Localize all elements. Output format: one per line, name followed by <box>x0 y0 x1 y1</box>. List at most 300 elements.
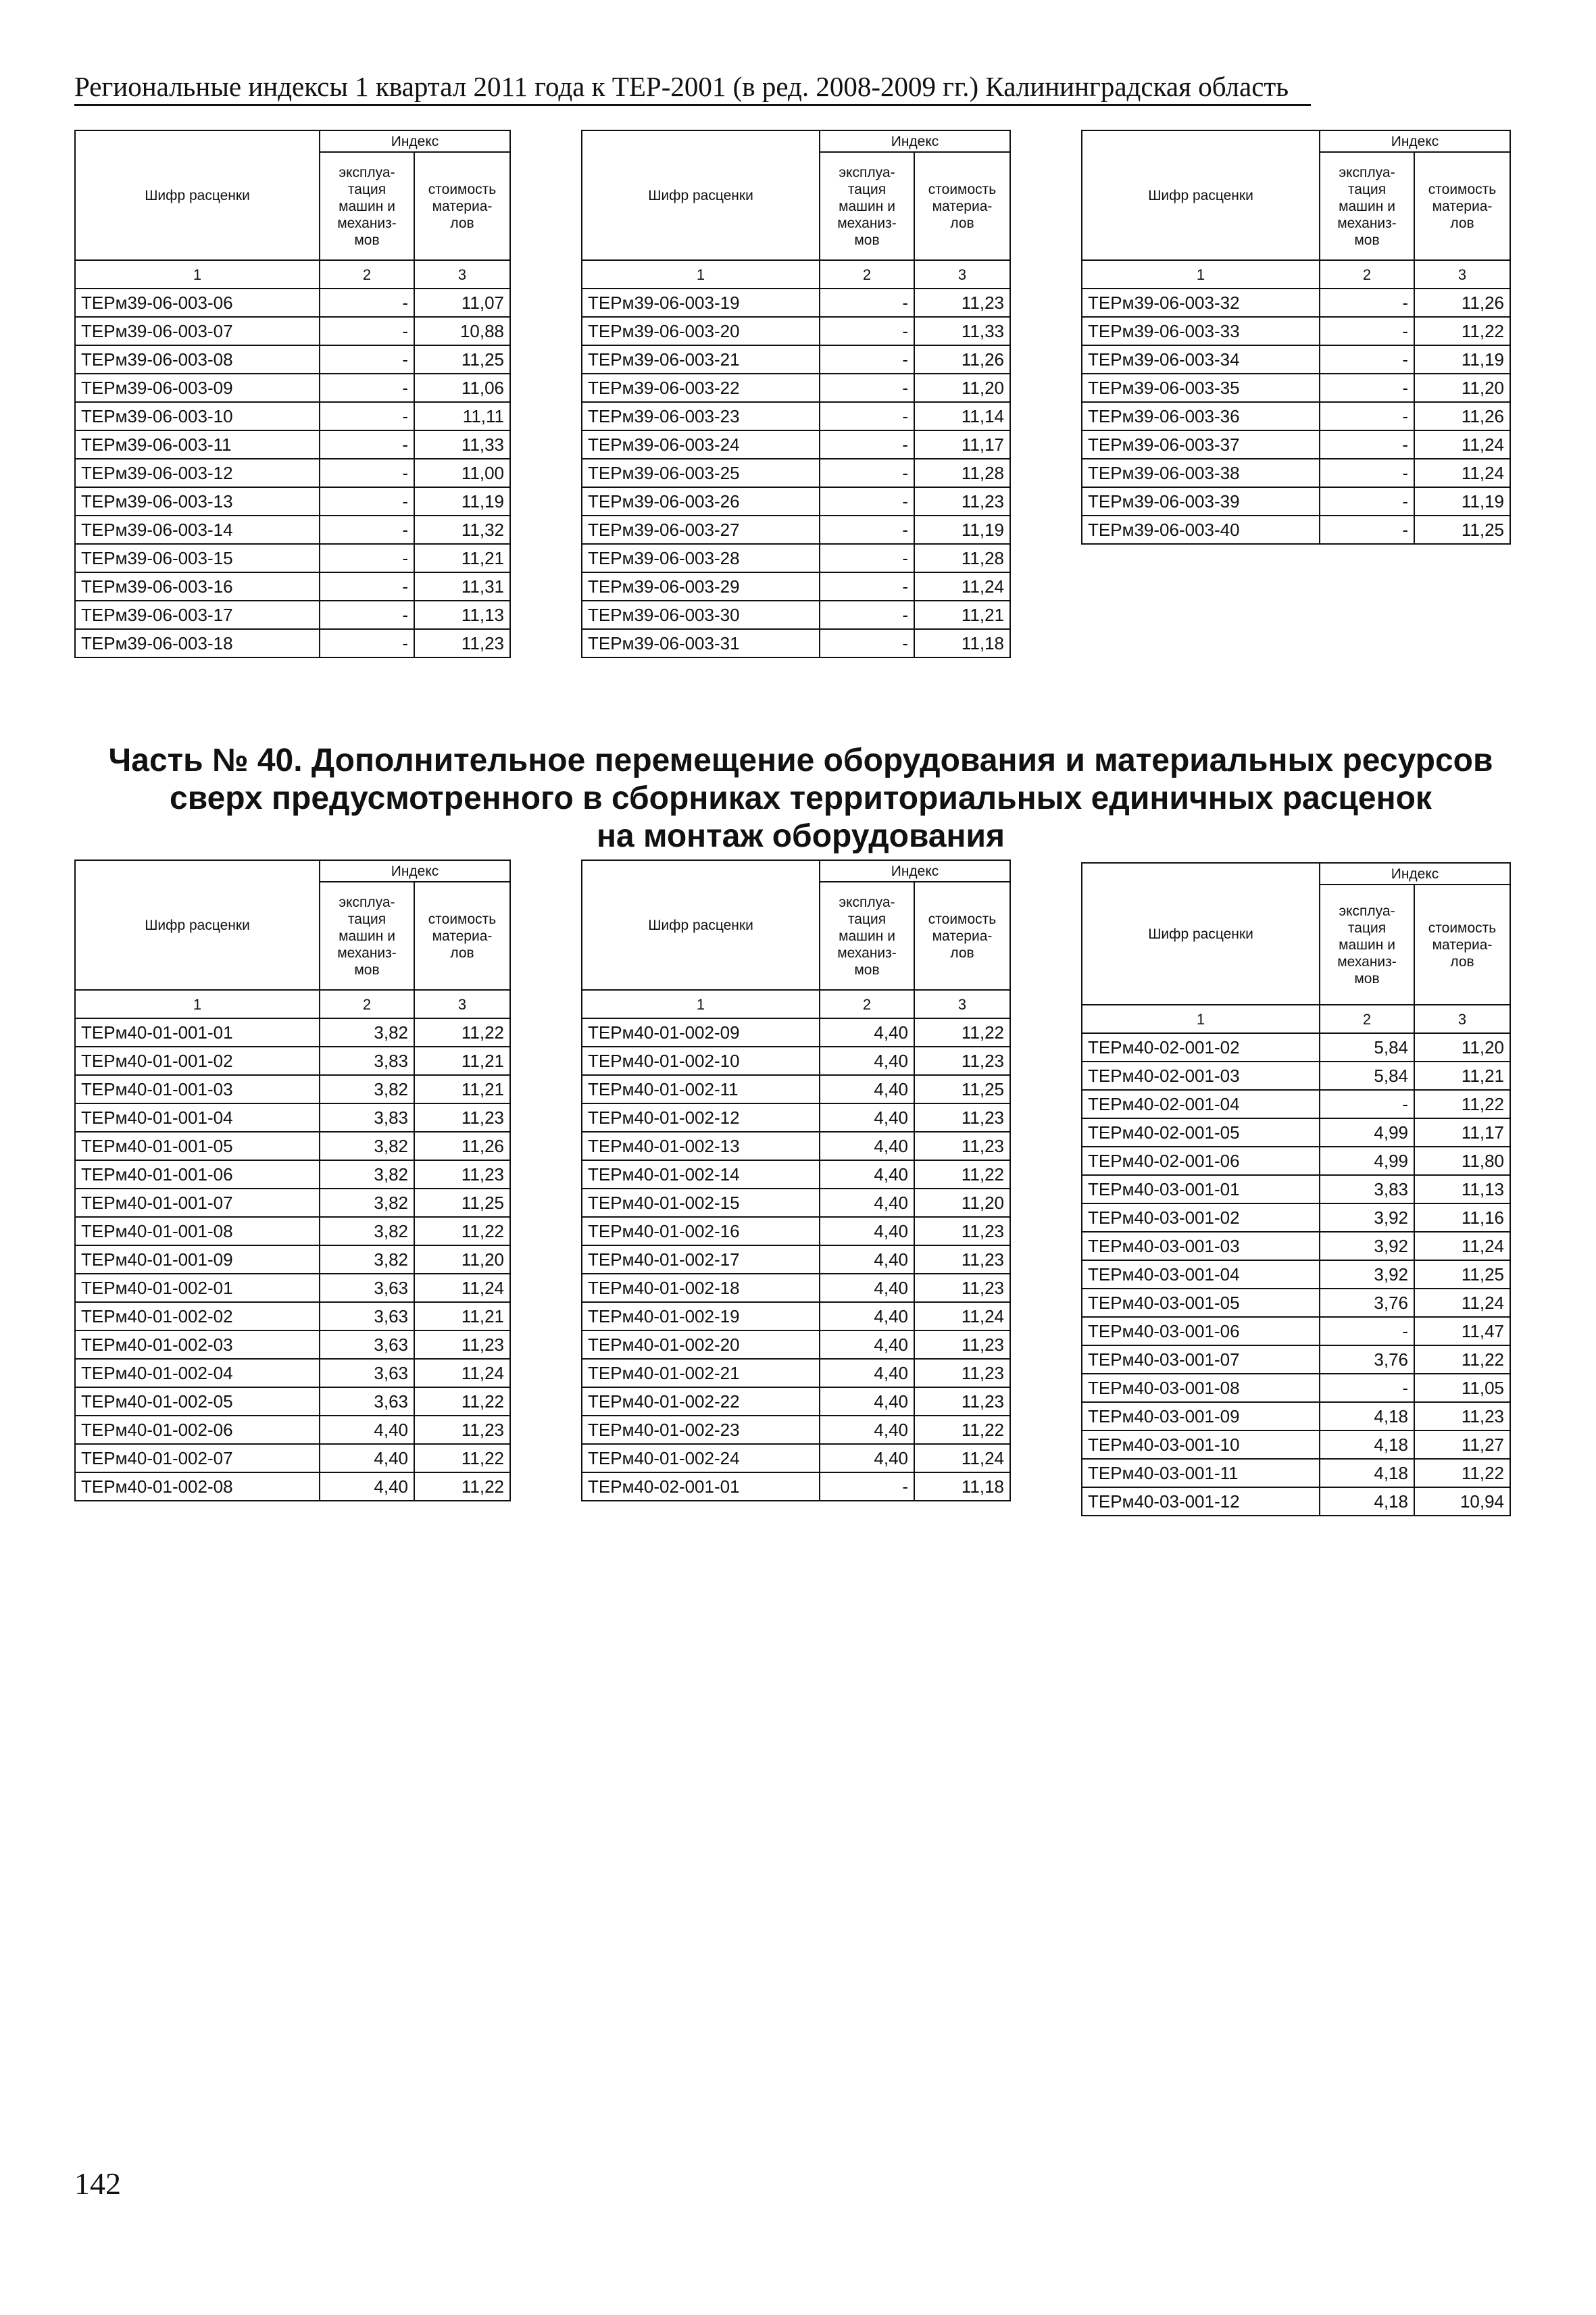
machines-index-cell: 4,40 <box>820 1160 914 1189</box>
machines-index-cell: 4,18 <box>1320 1459 1414 1487</box>
table-row <box>1082 1033 1510 1062</box>
rate-code-cell: ТЕРм40-01-002-23 <box>582 1416 820 1444</box>
rate-code-cell: ТЕРм39-06-003-33 <box>1082 317 1320 345</box>
machines-index-cell: - <box>820 402 914 430</box>
rate-code-cell: ТЕРм39-06-003-34 <box>1082 345 1320 374</box>
machines-index-cell: - <box>1320 459 1414 487</box>
machines-index-cell: 3,82 <box>320 1217 414 1245</box>
machines-index-cell: 3,63 <box>320 1302 414 1330</box>
materials-index-cell: 11,18 <box>914 629 1010 657</box>
table-row <box>1082 345 1510 374</box>
column-header-code: Шифр расценки <box>582 130 820 260</box>
table-row <box>582 1416 1010 1444</box>
machines-index-cell: - <box>320 544 414 572</box>
rate-code-cell: ТЕРм39-06-003-27 <box>582 516 820 544</box>
machines-index-cell: - <box>820 430 914 459</box>
column-number-1: 1 <box>582 260 820 289</box>
rate-code-cell: ТЕРм40-03-001-05 <box>1082 1289 1320 1317</box>
materials-index-cell: 11,18 <box>914 1472 1010 1501</box>
materials-index-cell: 11,23 <box>914 1387 1010 1416</box>
materials-index-cell: 11,00 <box>414 459 510 487</box>
materials-index-cell: 11,21 <box>414 1302 510 1330</box>
column-number-1: 1 <box>1082 1005 1320 1033</box>
machines-index-cell: 4,40 <box>820 1359 914 1387</box>
machines-index-cell: - <box>320 516 414 544</box>
machines-index-cell: 4,40 <box>820 1274 914 1302</box>
machines-index-cell: - <box>1320 487 1414 516</box>
materials-index-cell: 10,94 <box>1414 1487 1510 1516</box>
table-row <box>1082 1487 1510 1516</box>
table-row <box>75 629 510 657</box>
rate-code-cell: ТЕРм39-06-003-31 <box>582 629 820 657</box>
materials-index-cell: 11,31 <box>414 572 510 601</box>
rate-code-cell: ТЕРм39-06-003-11 <box>75 430 320 459</box>
materials-index-cell: 11,21 <box>414 1047 510 1075</box>
machines-index-cell: - <box>1320 1317 1414 1345</box>
rate-code-cell: ТЕРм40-01-001-03 <box>75 1075 320 1103</box>
materials-index-cell: 11,23 <box>414 629 510 657</box>
rate-code-cell: ТЕРм40-01-002-10 <box>582 1047 820 1075</box>
materials-index-cell: 11,23 <box>914 1132 1010 1160</box>
rate-code-cell: ТЕРм40-03-001-08 <box>1082 1374 1320 1402</box>
table-row <box>582 1359 1010 1387</box>
machines-index-cell: 3,83 <box>320 1103 414 1132</box>
machines-index-cell: - <box>1320 289 1414 317</box>
rate-code-cell: ТЕРм40-01-002-18 <box>582 1274 820 1302</box>
table-row <box>1082 516 1510 544</box>
machines-index-cell: - <box>820 345 914 374</box>
machines-index-cell: 3,82 <box>320 1189 414 1217</box>
machines-index-cell: - <box>820 459 914 487</box>
materials-index-cell: 11,25 <box>914 1075 1010 1103</box>
table-row <box>582 1018 1010 1047</box>
rate-code-cell: ТЕРм40-01-002-02 <box>75 1302 320 1330</box>
machines-index-cell: 3,63 <box>320 1359 414 1387</box>
materials-index-cell: 11,22 <box>1414 317 1510 345</box>
rate-code-cell: ТЕРм40-02-001-01 <box>582 1472 820 1501</box>
materials-index-cell: 11,23 <box>914 1245 1010 1274</box>
rate-code-cell: ТЕРм40-01-002-22 <box>582 1387 820 1416</box>
table-row <box>75 459 510 487</box>
rate-code-cell: ТЕРм40-02-001-02 <box>1082 1033 1320 1062</box>
machines-index-cell: - <box>320 487 414 516</box>
table-row <box>75 1132 510 1160</box>
materials-index-cell: 11,24 <box>414 1359 510 1387</box>
column-header-machines: эксплуа- тация машин и механиз- мов <box>820 882 914 990</box>
rate-code-cell: ТЕРм40-01-002-16 <box>582 1217 820 1245</box>
machines-index-cell: 3,82 <box>320 1018 414 1047</box>
table-row <box>582 1189 1010 1217</box>
materials-index-cell: 11,32 <box>414 516 510 544</box>
rate-code-cell: ТЕРм40-01-002-07 <box>75 1444 320 1472</box>
table-row <box>1082 1175 1510 1203</box>
machines-index-cell: - <box>1320 402 1414 430</box>
column-number-3: 3 <box>1414 260 1510 289</box>
machines-index-cell: 3,83 <box>320 1047 414 1075</box>
rate-code-cell: ТЕРм39-06-003-39 <box>1082 487 1320 516</box>
table-row <box>75 487 510 516</box>
machines-index-cell: 4,18 <box>1320 1487 1414 1516</box>
machines-index-cell: - <box>820 516 914 544</box>
machines-index-cell: - <box>1320 1374 1414 1402</box>
materials-index-cell: 11,22 <box>1414 1459 1510 1487</box>
machines-index-cell: 3,82 <box>320 1245 414 1274</box>
materials-index-cell: 11,24 <box>1414 430 1510 459</box>
table-row <box>75 317 510 345</box>
machines-index-cell: 3,76 <box>1320 1289 1414 1317</box>
rate-code-cell: ТЕРм39-06-003-37 <box>1082 430 1320 459</box>
materials-index-cell: 11,23 <box>914 289 1010 317</box>
machines-index-cell: - <box>820 601 914 629</box>
materials-index-cell: 11,47 <box>1414 1317 1510 1345</box>
rate-code-cell: ТЕРм40-01-002-20 <box>582 1330 820 1359</box>
materials-index-cell: 11,20 <box>914 1189 1010 1217</box>
materials-index-cell: 11,22 <box>414 1444 510 1472</box>
rate-code-cell: ТЕРм39-06-003-30 <box>582 601 820 629</box>
rate-code-cell: ТЕРм40-01-001-09 <box>75 1245 320 1274</box>
materials-index-cell: 11,21 <box>914 601 1010 629</box>
machines-index-cell: 4,40 <box>820 1132 914 1160</box>
table-row <box>75 289 510 317</box>
column-header-code: Шифр расценки <box>75 860 320 990</box>
machines-index-cell: 3,63 <box>320 1387 414 1416</box>
table-row <box>1082 430 1510 459</box>
index-table-3 <box>1081 130 1511 545</box>
materials-index-cell: 11,14 <box>914 402 1010 430</box>
materials-index-cell: 11,80 <box>1414 1147 1510 1175</box>
materials-index-cell: 11,23 <box>914 487 1010 516</box>
materials-index-cell: 11,23 <box>914 1103 1010 1132</box>
rate-code-cell: ТЕРм40-03-001-01 <box>1082 1175 1320 1203</box>
machines-index-cell: 4,40 <box>820 1189 914 1217</box>
materials-index-cell: 11,23 <box>914 1274 1010 1302</box>
rate-code-cell: ТЕРм39-06-003-10 <box>75 402 320 430</box>
rate-code-cell: ТЕРм39-06-003-09 <box>75 374 320 402</box>
machines-index-cell: 4,40 <box>320 1416 414 1444</box>
table-row <box>75 1472 510 1501</box>
materials-index-cell: 11,24 <box>914 1302 1010 1330</box>
table-row <box>1082 1317 1510 1345</box>
table-row <box>75 572 510 601</box>
materials-index-cell: 11,20 <box>1414 1033 1510 1062</box>
machines-index-cell: - <box>320 374 414 402</box>
materials-index-cell: 11,19 <box>914 516 1010 544</box>
materials-index-cell: 11,23 <box>1414 1402 1510 1430</box>
table-row <box>1082 1118 1510 1147</box>
materials-index-cell: 11,20 <box>914 374 1010 402</box>
table-row <box>582 629 1010 657</box>
rate-code-cell: ТЕРм39-06-003-32 <box>1082 289 1320 317</box>
rate-code-cell: ТЕРм40-03-001-04 <box>1082 1260 1320 1289</box>
machines-index-cell: - <box>320 402 414 430</box>
machines-index-cell: 3,92 <box>1320 1260 1414 1289</box>
materials-index-cell: 11,23 <box>914 1330 1010 1359</box>
materials-index-cell: 11,28 <box>914 544 1010 572</box>
materials-index-cell: 11,22 <box>414 1387 510 1416</box>
machines-index-cell: - <box>320 629 414 657</box>
table-row <box>75 374 510 402</box>
machines-index-cell: 3,92 <box>1320 1203 1414 1232</box>
table-row <box>1082 1345 1510 1374</box>
rate-code-cell: ТЕРм40-01-002-19 <box>582 1302 820 1330</box>
index-table-6 <box>1081 862 1511 1516</box>
table-row <box>1082 1232 1510 1260</box>
column-number-2: 2 <box>320 260 414 289</box>
table-row <box>582 1103 1010 1132</box>
materials-index-cell: 11,22 <box>914 1416 1010 1444</box>
machines-index-cell: 4,99 <box>1320 1147 1414 1175</box>
table-row <box>582 516 1010 544</box>
column-header-machines: эксплуа- тация машин и механиз- мов <box>820 152 914 260</box>
materials-index-cell: 11,22 <box>414 1217 510 1245</box>
rate-code-cell: ТЕРм40-01-001-04 <box>75 1103 320 1132</box>
rate-code-cell: ТЕРм40-01-002-09 <box>582 1018 820 1047</box>
table-row <box>1082 1203 1510 1232</box>
rate-code-cell: ТЕРм39-06-003-18 <box>75 629 320 657</box>
table-row <box>582 544 1010 572</box>
materials-index-cell: 11,24 <box>914 572 1010 601</box>
table-row <box>582 572 1010 601</box>
rate-code-cell: ТЕРм39-06-003-08 <box>75 345 320 374</box>
rate-code-cell: ТЕРм40-03-001-10 <box>1082 1430 1320 1459</box>
materials-index-cell: 11,26 <box>914 345 1010 374</box>
rate-code-cell: ТЕРм39-06-003-17 <box>75 601 320 629</box>
machines-index-cell: 4,40 <box>820 1302 914 1330</box>
rate-code-cell: ТЕРм40-01-002-06 <box>75 1416 320 1444</box>
rate-code-cell: ТЕРм40-01-001-06 <box>75 1160 320 1189</box>
materials-index-cell: 11,19 <box>1414 345 1510 374</box>
machines-index-cell: 4,40 <box>820 1217 914 1245</box>
rate-code-cell: ТЕРм40-03-001-02 <box>1082 1203 1320 1232</box>
table-row <box>1082 459 1510 487</box>
column-header-materials: стоимость материа- лов <box>414 152 510 260</box>
table-row <box>75 1245 510 1274</box>
machines-index-cell: - <box>820 544 914 572</box>
table-row <box>75 1103 510 1132</box>
machines-index-cell: - <box>320 601 414 629</box>
machines-index-cell: - <box>820 1472 914 1501</box>
materials-index-cell: 11,23 <box>414 1416 510 1444</box>
materials-index-cell: 11,19 <box>414 487 510 516</box>
rate-code-cell: ТЕРм39-06-003-12 <box>75 459 320 487</box>
table-row <box>75 1359 510 1387</box>
rate-code-cell: ТЕРм40-01-001-08 <box>75 1217 320 1245</box>
table-row <box>75 1416 510 1444</box>
materials-index-cell: 11,22 <box>414 1018 510 1047</box>
materials-index-cell: 11,23 <box>914 1359 1010 1387</box>
column-header-code: Шифр расценки <box>1082 130 1320 260</box>
table-row <box>582 402 1010 430</box>
machines-index-cell: 4,40 <box>820 1416 914 1444</box>
rate-code-cell: ТЕРм39-06-003-13 <box>75 487 320 516</box>
table-row <box>75 1330 510 1359</box>
page-number: 142 <box>74 2166 121 2201</box>
materials-index-cell: 11,23 <box>414 1160 510 1189</box>
index-table-2 <box>581 130 1011 658</box>
machines-index-cell: 4,40 <box>820 1075 914 1103</box>
machines-index-cell: - <box>820 374 914 402</box>
materials-index-cell: 11,24 <box>414 1274 510 1302</box>
column-header-machines: эксплуа- тация машин и механиз- мов <box>1320 885 1414 1005</box>
table-row <box>1082 1147 1510 1175</box>
machines-index-cell: 4,40 <box>820 1245 914 1274</box>
column-number-1: 1 <box>75 990 320 1018</box>
machines-index-cell: - <box>1320 516 1414 544</box>
column-header-materials: стоимость материа- лов <box>1414 885 1510 1005</box>
rate-code-cell: ТЕРм40-03-001-12 <box>1082 1487 1320 1516</box>
table-row <box>75 1444 510 1472</box>
rate-code-cell: ТЕРм40-03-001-03 <box>1082 1232 1320 1260</box>
rate-code-cell: ТЕРм40-01-002-08 <box>75 1472 320 1501</box>
table-row <box>75 1047 510 1075</box>
machines-index-cell: 4,40 <box>820 1018 914 1047</box>
table-row <box>582 601 1010 629</box>
column-number-2: 2 <box>1320 1005 1414 1033</box>
table-row <box>1082 402 1510 430</box>
machines-index-cell: 3,63 <box>320 1330 414 1359</box>
materials-index-cell: 10,88 <box>414 317 510 345</box>
machines-index-cell: 4,40 <box>820 1103 914 1132</box>
machines-index-cell: - <box>1320 345 1414 374</box>
machines-index-cell: 5,84 <box>1320 1062 1414 1090</box>
table-row <box>582 1387 1010 1416</box>
column-number-2: 2 <box>820 260 914 289</box>
column-header-index: Индекс <box>320 860 510 882</box>
materials-index-cell: 11,23 <box>914 1047 1010 1075</box>
materials-index-cell: 11,33 <box>914 317 1010 345</box>
materials-index-cell: 11,24 <box>1414 1289 1510 1317</box>
materials-index-cell: 11,17 <box>1414 1118 1510 1147</box>
table-row <box>75 516 510 544</box>
rate-code-cell: ТЕРм39-06-003-06 <box>75 289 320 317</box>
rate-code-cell: ТЕРм39-06-003-07 <box>75 317 320 345</box>
machines-index-cell: 4,99 <box>1320 1118 1414 1147</box>
rate-code-cell: ТЕРм40-01-002-21 <box>582 1359 820 1387</box>
column-header-code: Шифр расценки <box>75 130 320 260</box>
table-row <box>75 544 510 572</box>
section-title-line-2: сверх предусмотренного в сборниках территориальных единичных расценок <box>170 780 1432 816</box>
materials-index-cell: 11,22 <box>414 1472 510 1501</box>
materials-index-cell: 11,22 <box>1414 1090 1510 1118</box>
machines-index-cell: - <box>320 572 414 601</box>
materials-index-cell: 11,26 <box>414 1132 510 1160</box>
materials-index-cell: 11,21 <box>1414 1062 1510 1090</box>
machines-index-cell: 4,40 <box>320 1444 414 1472</box>
materials-index-cell: 11,21 <box>414 1075 510 1103</box>
table-row <box>1082 1459 1510 1487</box>
table-row <box>582 345 1010 374</box>
materials-index-cell: 11,21 <box>414 544 510 572</box>
rate-code-cell: ТЕРм40-01-002-04 <box>75 1359 320 1387</box>
materials-index-cell: 11,20 <box>1414 374 1510 402</box>
materials-index-cell: 11,25 <box>414 345 510 374</box>
machines-index-cell: 4,40 <box>820 1047 914 1075</box>
column-number-3: 3 <box>914 260 1010 289</box>
machines-index-cell: 3,82 <box>320 1132 414 1160</box>
materials-index-cell: 11,23 <box>414 1330 510 1359</box>
rate-code-cell: ТЕРм40-01-002-03 <box>75 1330 320 1359</box>
materials-index-cell: 11,06 <box>414 374 510 402</box>
rate-code-cell: ТЕРм40-01-001-07 <box>75 1189 320 1217</box>
column-header-code: Шифр расценки <box>1082 863 1320 1005</box>
machines-index-cell: 3,92 <box>1320 1232 1414 1260</box>
table-row <box>582 374 1010 402</box>
table-row <box>582 1302 1010 1330</box>
column-number-1: 1 <box>1082 260 1320 289</box>
column-header-materials: стоимость материа- лов <box>914 882 1010 990</box>
rate-code-cell: ТЕРм39-06-003-38 <box>1082 459 1320 487</box>
rate-code-cell: ТЕРм39-06-003-19 <box>582 289 820 317</box>
table-row <box>75 430 510 459</box>
machines-index-cell: 4,40 <box>820 1444 914 1472</box>
materials-index-cell: 11,28 <box>914 459 1010 487</box>
machines-index-cell: - <box>1320 374 1414 402</box>
rate-code-cell: ТЕРм39-06-003-29 <box>582 572 820 601</box>
table-row <box>1082 289 1510 317</box>
rate-code-cell: ТЕРм39-06-003-16 <box>75 572 320 601</box>
column-header-index: Индекс <box>820 860 1010 882</box>
machines-index-cell: 3,63 <box>320 1274 414 1302</box>
rate-code-cell: ТЕРм40-01-002-05 <box>75 1387 320 1416</box>
materials-index-cell: 11,25 <box>1414 1260 1510 1289</box>
table-row <box>1082 317 1510 345</box>
materials-index-cell: 11,20 <box>414 1245 510 1274</box>
column-header-index: Индекс <box>820 130 1010 152</box>
machines-index-cell: 3,82 <box>320 1075 414 1103</box>
table-row <box>75 1302 510 1330</box>
rate-code-cell: ТЕРм40-01-002-14 <box>582 1160 820 1189</box>
rate-code-cell: ТЕРм40-01-001-05 <box>75 1132 320 1160</box>
rate-code-cell: ТЕРм40-01-002-24 <box>582 1444 820 1472</box>
materials-index-cell: 11,25 <box>1414 516 1510 544</box>
section-title <box>74 742 1527 855</box>
machines-index-cell: - <box>820 572 914 601</box>
index-table-5 <box>581 860 1011 1501</box>
materials-index-cell: 11,22 <box>914 1018 1010 1047</box>
machines-index-cell: - <box>1320 1090 1414 1118</box>
machines-index-cell: 4,18 <box>1320 1402 1414 1430</box>
table-row <box>1082 1374 1510 1402</box>
column-header-machines: эксплуа- тация машин и механиз- мов <box>1320 152 1414 260</box>
column-number-3: 3 <box>414 990 510 1018</box>
materials-index-cell: 11,27 <box>1414 1430 1510 1459</box>
machines-index-cell: - <box>320 459 414 487</box>
machines-index-cell: - <box>320 345 414 374</box>
column-number-1: 1 <box>582 990 820 1018</box>
rate-code-cell: ТЕРм39-06-003-15 <box>75 544 320 572</box>
rate-code-cell: ТЕРм39-06-003-28 <box>582 544 820 572</box>
machines-index-cell: - <box>820 317 914 345</box>
machines-index-cell: - <box>320 289 414 317</box>
materials-index-cell: 11,26 <box>1414 402 1510 430</box>
rate-code-cell: ТЕРм40-03-001-07 <box>1082 1345 1320 1374</box>
materials-index-cell: 11,22 <box>1414 1345 1510 1374</box>
column-number-3: 3 <box>414 260 510 289</box>
materials-index-cell: 11,07 <box>414 289 510 317</box>
rate-code-cell: ТЕРм40-01-002-01 <box>75 1274 320 1302</box>
table-row <box>75 1160 510 1189</box>
column-number-2: 2 <box>1320 260 1414 289</box>
column-header-machines: эксплуа- тация машин и механиз- мов <box>320 882 414 990</box>
table-row <box>1082 1402 1510 1430</box>
page-header-title: Региональные индексы 1 квартал 2011 года к ТЕР-2001 (в ред. 2008-2009 гг.) Калининградская область <box>74 70 1311 106</box>
rate-code-cell: ТЕРм40-01-002-17 <box>582 1245 820 1274</box>
section-title-line-1: Часть № 40. Дополнительное перемещение оборудования и материальных ресурсов <box>108 743 1493 778</box>
materials-index-cell: 11,13 <box>414 601 510 629</box>
rate-code-cell: ТЕРм40-02-001-06 <box>1082 1147 1320 1175</box>
rate-code-cell: ТЕРм39-06-003-25 <box>582 459 820 487</box>
machines-index-cell: 5,84 <box>1320 1033 1414 1062</box>
